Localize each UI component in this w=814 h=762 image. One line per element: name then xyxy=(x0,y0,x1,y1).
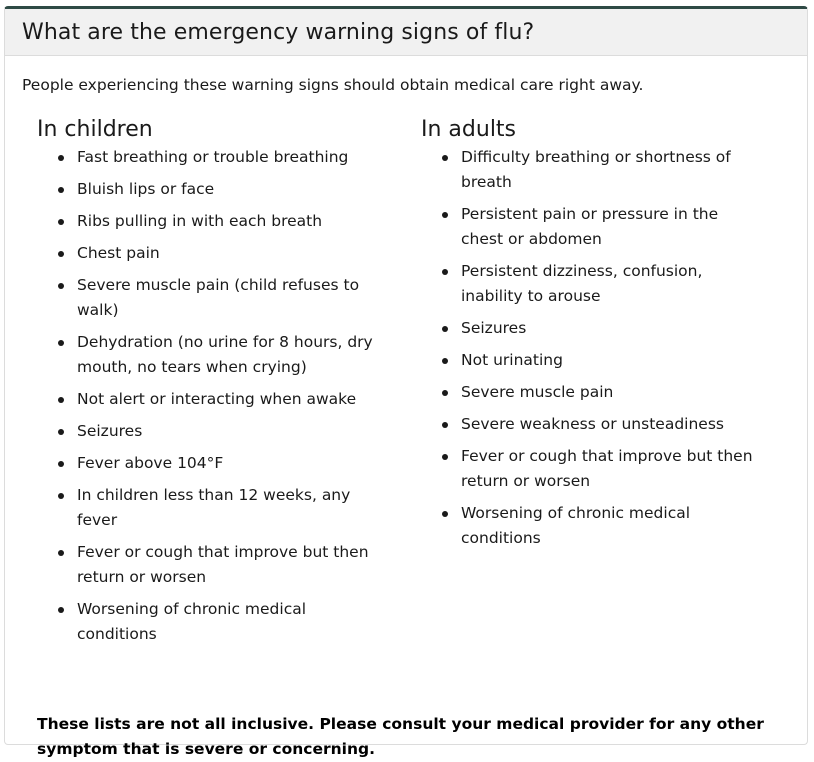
children-heading: In children xyxy=(37,117,153,142)
list-item: Not urinating xyxy=(421,348,761,373)
children-column xyxy=(37,115,397,654)
adults-heading: In adults xyxy=(421,117,517,142)
card-title: What are the emergency warning signs of flu? xyxy=(22,19,535,45)
list-item: Fast breathing or trouble breathing xyxy=(37,145,377,170)
adults-list xyxy=(421,145,781,551)
list-item: Difficulty breathing or shortness of breath xyxy=(421,145,761,195)
children-list xyxy=(37,145,397,647)
list-item: Persistent dizziness, confusion, inability to arouse xyxy=(421,259,761,309)
flu-warning-card xyxy=(4,6,808,758)
list-item: Severe weakness or unsteadiness xyxy=(421,412,761,437)
intro-text: People experiencing these warning signs should obtain medical care right away. xyxy=(22,76,644,94)
list-item: Bluish lips or face xyxy=(37,177,377,202)
list-item: Not alert or interacting when awake xyxy=(37,387,377,412)
list-item: Severe muscle pain xyxy=(421,380,761,405)
list-item: Fever above 104°F xyxy=(37,451,377,476)
list-item: Worsening of chronic medical conditions xyxy=(421,501,761,551)
adults-column xyxy=(421,115,781,558)
list-item: Fever or cough that improve but then return or worsen xyxy=(37,540,377,590)
list-item: In children less than 12 weeks, any fever xyxy=(37,483,377,533)
list-item: Worsening of chronic medical conditions xyxy=(37,597,377,647)
list-item: Fever or cough that improve but then return or worsen xyxy=(421,444,761,494)
card-header xyxy=(5,9,807,56)
list-item: Persistent pain or pressure in the chest or abdomen xyxy=(421,202,761,252)
list-item: Seizures xyxy=(421,316,761,341)
list-item: Ribs pulling in with each breath xyxy=(37,209,377,234)
footnote: These lists are not all inclusive. Please consult your medical provider for any other symptom that is severe or concerning. xyxy=(37,715,764,758)
list-item: Dehydration (no urine for 8 hours, dry mouth, no tears when crying) xyxy=(37,330,377,380)
list-item: Seizures xyxy=(37,419,377,444)
list-item: Severe muscle pain (child refuses to walk) xyxy=(37,273,377,323)
list-item: Chest pain xyxy=(37,241,377,266)
